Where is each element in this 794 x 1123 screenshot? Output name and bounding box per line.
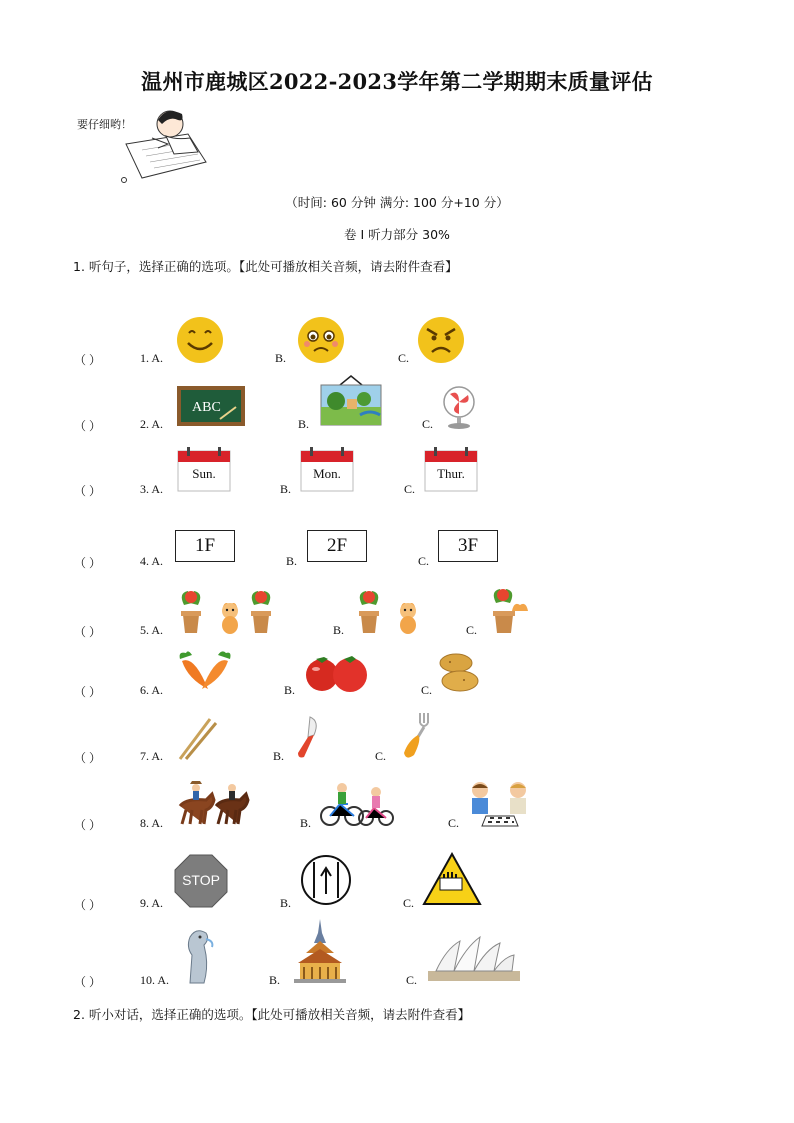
electric-fan-icon (440, 385, 478, 431)
option-c-label: C. (448, 816, 460, 830)
cat-between-flowers-icon (174, 585, 286, 635)
option-b-label: B. (300, 816, 312, 830)
answer-blank[interactable]: （ ） (74, 625, 102, 639)
stop-sign-text: STOP (182, 872, 220, 888)
option-c-label: C. (398, 351, 410, 365)
crying-face-icon (296, 315, 346, 365)
question-row-4 (0, 535, 794, 570)
answer-blank[interactable]: （ ） (74, 685, 102, 699)
calendar-day-label: Sun. (192, 466, 216, 481)
question-row-10 (0, 973, 794, 989)
wall-painting-icon (320, 375, 382, 427)
answer-blank[interactable]: （ ） (74, 975, 102, 989)
answer-blank[interactable]: （ ） (74, 818, 102, 832)
playing-chess-icon (468, 780, 532, 830)
calendar-day-label: Mon. (313, 466, 341, 481)
option-b-label: B. (298, 417, 310, 431)
option-b-label: B. (275, 351, 287, 365)
option-b-label: B. (286, 554, 298, 568)
page-title: 温州市鹿城区2022-2023学年第二学期期末质量评估 (141, 69, 653, 94)
answer-blank[interactable]: （ ） (74, 556, 102, 570)
question-row-6 (0, 683, 794, 699)
row-number: 1. A. (140, 351, 164, 365)
question-row-9 (0, 872, 794, 912)
option-c-label: C. (375, 749, 387, 763)
option-b-label: B. (280, 896, 292, 910)
merlion-icon (178, 925, 218, 985)
row-number: 5. A. (140, 623, 164, 637)
option-c-label: C. (466, 623, 478, 637)
exam-time-info: （时间: 60 分钟 满分: 100 分+10 分） (285, 195, 509, 210)
option-c-label: C. (421, 683, 433, 697)
calendar-day-label: Thur. (437, 466, 465, 481)
warning-hand-sign-icon (422, 852, 482, 906)
floor-3f-box: 3F (438, 530, 498, 562)
option-c-label: C. (422, 417, 434, 431)
question-row-2 (0, 400, 794, 433)
calendar-thursday-icon (424, 446, 478, 492)
stop-sign-icon (174, 854, 228, 908)
section-heading: 卷 I 听力部分 30% (344, 227, 450, 242)
row-number: 9. A. (140, 896, 164, 910)
option-c-label: C. (418, 554, 430, 568)
question-row-1 (0, 351, 794, 367)
answer-blank[interactable]: （ ） (74, 353, 102, 367)
calendar-sunday-icon (177, 446, 231, 492)
svg-text:ABC: ABC (192, 400, 221, 415)
row-number: 8. A. (140, 816, 164, 830)
option-b-label: B. (280, 482, 292, 496)
answer-blank[interactable]: （ ） (74, 419, 102, 433)
answer-blank[interactable]: （ ） (74, 751, 102, 765)
smiling-face-icon (175, 315, 225, 365)
potatoes-icon (438, 653, 480, 693)
careful-note: 要仔细哟！ (77, 118, 132, 131)
question-2-instruction: 2. 听小对话，选择正确的选项。【此处可播放相关音频，请去附件查看】 (73, 1007, 471, 1022)
answer-blank[interactable]: （ ） (74, 484, 102, 498)
horse-riding-icon (176, 776, 250, 828)
cat-beside-flower-icon (352, 585, 432, 635)
question-1-instruction: 1. 听句子，选择正确的选项。【此处可播放相关音频，请去附件查看】 (73, 259, 458, 274)
option-c-label: C. (406, 973, 418, 987)
thai-temple-icon (292, 919, 348, 983)
cat-behind-flower-icon (486, 583, 530, 635)
knife-icon (292, 715, 322, 761)
fork-icon (394, 711, 434, 761)
question-row-3 (0, 466, 794, 498)
question-row-7 (0, 749, 794, 765)
row-number: 6. A. (140, 683, 164, 697)
option-c-label: C. (403, 896, 415, 910)
sydney-opera-house-icon (426, 933, 522, 983)
blackboard-icon (176, 385, 246, 427)
row-number: 10. A. (140, 973, 170, 987)
angry-face-icon (416, 315, 466, 365)
option-b-label: B. (273, 749, 285, 763)
option-b-label: B. (284, 683, 296, 697)
question-row-8 (0, 816, 794, 832)
carrots-icon (174, 649, 236, 693)
option-b-label: B. (333, 623, 345, 637)
answer-blank[interactable]: （ ） (74, 898, 102, 912)
student-writing-icon (118, 104, 210, 188)
floor-1f-box: 1F (175, 530, 235, 562)
chopsticks-icon (176, 717, 218, 761)
tomatoes-icon (304, 653, 370, 693)
floor-2f-box: 2F (307, 530, 367, 562)
bike-riding-icon (320, 778, 394, 828)
row-number: 7. A. (140, 749, 164, 763)
option-b-label: B. (269, 973, 281, 987)
one-way-sign-icon (300, 854, 352, 906)
row-number: 2. A. (140, 417, 164, 431)
calendar-monday-icon (300, 446, 354, 492)
row-number: 3. A. (140, 482, 164, 496)
option-c-label: C. (404, 482, 416, 496)
row-number: 4. A. (140, 554, 164, 568)
question-row-5 (0, 623, 794, 639)
